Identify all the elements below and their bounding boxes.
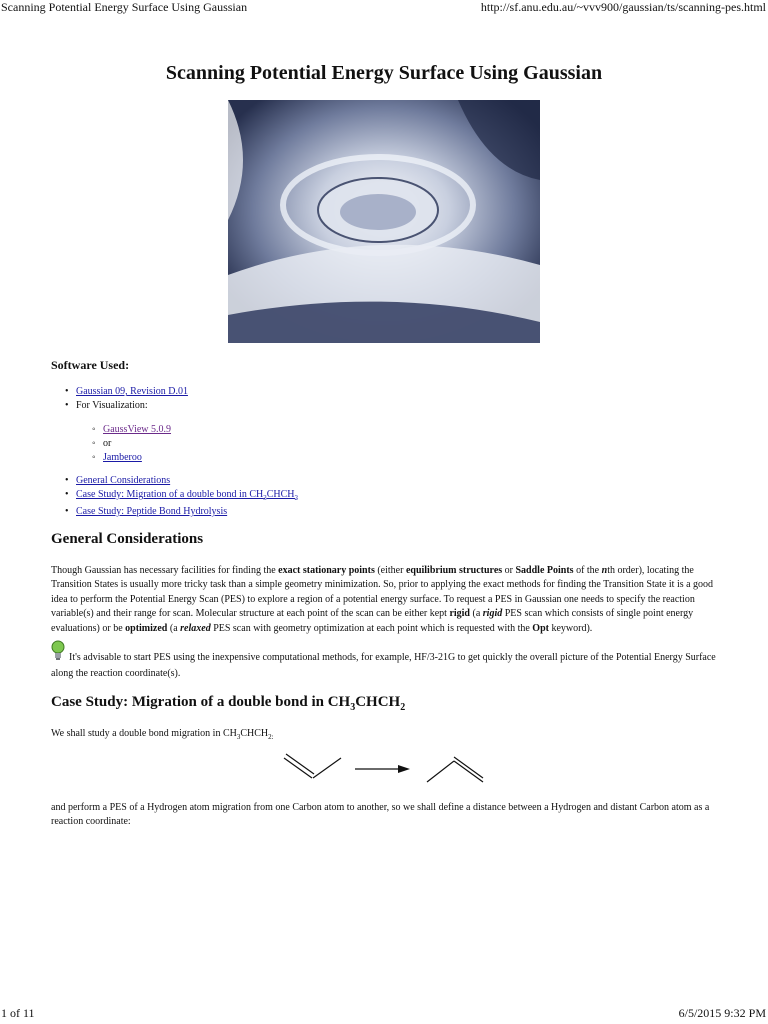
software-list: [65, 385, 188, 413]
gaussian-link[interactable]: Gaussian 09, Revision D.01: [76, 386, 188, 397]
toc-list: [65, 474, 298, 519]
print-datetime: 6/5/2015 9:32 PM: [678, 1006, 766, 1020]
software-heading: Software Used:: [51, 358, 130, 372]
list-item: • For Visualization:: [65, 399, 188, 413]
list-item: ◦ or: [92, 437, 171, 451]
list-item: [65, 505, 298, 519]
lightbulb-icon: [51, 640, 65, 667]
case-study-heading: Case Study: Migration of a double bond in $CH_3CHCH_2$: [51, 694, 406, 713]
list-item: [65, 474, 298, 488]
jamberoo-link[interactable]: Jamberoo: [103, 452, 142, 463]
hero-image: [228, 100, 540, 343]
list-item: [65, 488, 298, 505]
list-item: [65, 385, 188, 399]
general-considerations-heading: General Considerations: [51, 531, 204, 547]
product-structure: [427, 757, 483, 782]
reaction-arrow-icon: [355, 765, 410, 773]
toc-peptide-hydrolysis-link[interactable]: Case Study: Peptide Bond Hydrolysis: [76, 506, 228, 517]
reactant-structure: [284, 754, 341, 778]
general-considerations-paragraph: Though Gaussian has necessary facilities for finding the exact stationary points (either equilibrium structures or Saddle Points of the nth order), locating the Transition States is usually more tricky task than a simple geometry minimization. So, prior to applying the exact methods for finding the Transition State it is a good idea to perform the Potential Energy Scan (PES) to explore a region of a potential energy surface. To request a PES in Gaussian one needs to specify the reaction variable(s) and their range for scan. Molecular structure at each point of the scan can be either kept rigid (a rigid PES scan which consists of single point energy evaluations) or be optimized (a relaxed PES scan with geometry optimization at each point which is requested with the Opt keyword).: [51, 565, 714, 634]
print-header-url: http://sf.anu.edu.au/~vvv900/gaussian/ts/scanning-pes.html: [480, 0, 766, 14]
page-number: 1 of 11: [1, 1006, 35, 1020]
toc-general-considerations-link[interactable]: General Considerations: [76, 475, 171, 486]
study-intro: We shall study a double bond migration in $CH_3CHCH_{2:}$: [51, 728, 274, 741]
list-item: [92, 451, 171, 465]
reaction-scheme: [282, 752, 492, 786]
perform-paragraph: and perform a PES of a Hydrogen atom migration from one Carbon atom to another, so we shall define a distance between a Hydrogen and distant Carbon atom as a reaction coordinate:: [51, 802, 710, 828]
toc-case-study-migration-link[interactable]: Case Study: Migration of a double bond in $CH_3CHCH_2$: [76, 489, 299, 502]
print-footer: [0, 1006, 768, 1024]
visualization-list: [92, 423, 171, 465]
gaussview-link[interactable]: GaussView 5.0.9: [103, 424, 172, 435]
print-header-title: Scanning Potential Energy Surface Using Gaussian: [1, 0, 248, 14]
tip-paragraph: It's advisable to start PES using the inexpensive computational methods, for example, HF/3-21G to get quickly the overall picture of the Potential Energy Surface along the reaction coordinate(s).: [51, 640, 721, 682]
print-header: [0, 0, 768, 16]
abstract-surface-image: [228, 100, 540, 343]
list-item: [92, 423, 171, 437]
page-title: Scanning Potential Energy Surface Using Gaussian: [165, 62, 603, 84]
